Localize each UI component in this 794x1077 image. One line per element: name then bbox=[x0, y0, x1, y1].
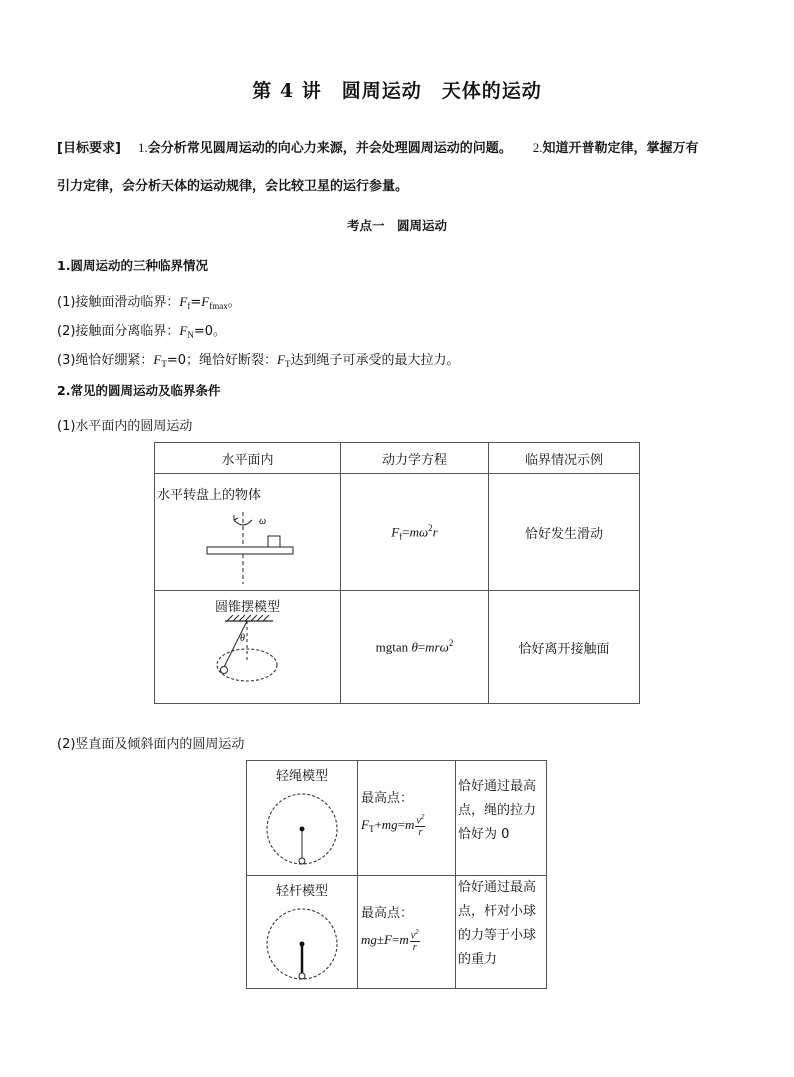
case-3-prefix: (3)绳恰好绷紧： bbox=[57, 353, 154, 368]
header-critical: 临界情况示例 bbox=[489, 443, 640, 474]
case-1-prefix: (1)接触面滑动临界： bbox=[57, 295, 180, 310]
rod-formula: mg±F=m $v^2$ r bbox=[361, 928, 419, 954]
page-title: 第 4 讲 圆周运动 天体的运动 bbox=[252, 80, 542, 102]
goal-2-number: 2. bbox=[532, 140, 543, 155]
header-plane: 水平面内 bbox=[155, 443, 341, 474]
rod-note bbox=[456, 876, 547, 989]
rope-formula: $F_T+mg=m$ $v^2$ r bbox=[361, 813, 425, 839]
case-1-subscript-2: fmax bbox=[209, 301, 228, 311]
rod-note-line: 恰好通过最高 bbox=[458, 880, 537, 895]
equation-conical: mgtan θ=mrω$^2$ bbox=[341, 591, 489, 704]
case-1 bbox=[57, 291, 241, 311]
case-3-middle: =0；绳恰好断裂： bbox=[166, 353, 278, 368]
rope-note-line: 点，绳的拉力 bbox=[458, 803, 537, 818]
goal-1-number: 1. bbox=[137, 140, 148, 155]
conical-pendulum-diagram bbox=[155, 613, 340, 703]
case-1-equals: = bbox=[190, 295, 202, 310]
table-row bbox=[247, 761, 358, 876]
case-3-suffix: 达到绳子可承受的最大拉力。 bbox=[290, 353, 460, 368]
model-rod: 轻杆模型 bbox=[275, 884, 328, 899]
case-3-subscript: T bbox=[161, 359, 167, 369]
rod-model-diagram bbox=[247, 900, 357, 990]
rod-equation-cell bbox=[358, 876, 456, 989]
theta-label: θ bbox=[240, 633, 245, 644]
case-1-subscript: f bbox=[187, 301, 191, 311]
goals-line-1 bbox=[57, 138, 747, 159]
case-1-suffix: 。 bbox=[227, 295, 241, 310]
equation-turntable: $F_f=m\omega^2r$ bbox=[341, 474, 489, 591]
rod-note-line: 点，杆对小球 bbox=[458, 904, 537, 919]
rope-model-diagram bbox=[247, 785, 357, 875]
case-2 bbox=[57, 320, 226, 340]
omega-label: ω bbox=[259, 516, 267, 527]
heading-critical-cases: 1.圆周运动的三种临界情况 bbox=[57, 258, 208, 273]
heading-common-motion: 2.常见的圆周运动及临界条件 bbox=[57, 383, 221, 398]
case-3-symbol-2: F bbox=[277, 352, 285, 367]
case-3-subscript-2: T bbox=[285, 359, 291, 369]
goal-1-text: 会分析常见圆周运动的向心力来源，并会处理圆周运动的问题。 bbox=[147, 141, 512, 156]
table-row bbox=[247, 876, 358, 989]
rope-note bbox=[456, 761, 547, 876]
goal-2-text-b: 引力定律，会分析天体的运动规律，会比较卫星的运行参量。 bbox=[57, 179, 409, 194]
section-title: 考点一 圆周运动 bbox=[346, 218, 447, 233]
rope-note-line: 恰好为 0 bbox=[458, 827, 510, 842]
rope-note-line: 恰好通过最高 bbox=[458, 779, 537, 794]
rod-note-line: 的力等于小球 bbox=[458, 928, 537, 943]
vertical-table bbox=[246, 760, 547, 989]
model-conical-pendulum: 圆锥摆模型 bbox=[214, 600, 280, 615]
case-2-symbol: F bbox=[179, 323, 188, 338]
case-2-prefix: (2)接触面分离临界： bbox=[57, 324, 180, 339]
case-3 bbox=[57, 349, 460, 369]
horizontal-table bbox=[154, 442, 640, 704]
subheading-horizontal: (1)水平面内的圆周运动 bbox=[57, 419, 193, 434]
critical-conical: 恰好离开接触面 bbox=[489, 591, 640, 704]
table-row bbox=[155, 474, 341, 591]
table-row bbox=[155, 591, 341, 704]
rope-label: 最高点： bbox=[361, 791, 414, 806]
turntable-diagram bbox=[155, 506, 340, 591]
rod-note-line: 的重力 bbox=[458, 952, 498, 967]
case-3-symbol: F bbox=[153, 352, 162, 367]
case-2-subscript: N bbox=[187, 330, 194, 340]
model-turntable: 水平转盘上的物体 bbox=[157, 488, 262, 503]
header-equation: 动力学方程 bbox=[341, 443, 489, 474]
goals-label: [目标要求] bbox=[57, 141, 121, 156]
model-rope: 轻绳模型 bbox=[275, 769, 328, 784]
rope-equation-cell bbox=[358, 761, 456, 876]
rod-label: 最高点： bbox=[361, 906, 414, 921]
case-1-symbol: F bbox=[179, 294, 188, 309]
goal-2-text-a: 知道开普勒定律，掌握万有 bbox=[542, 141, 699, 156]
case-2-suffix: =0。 bbox=[193, 324, 227, 339]
case-1-symbol-2: F bbox=[201, 294, 210, 309]
subheading-vertical: (2)竖直面及倾斜面内的圆周运动 bbox=[57, 737, 245, 752]
critical-turntable: 恰好发生滑动 bbox=[489, 474, 640, 591]
